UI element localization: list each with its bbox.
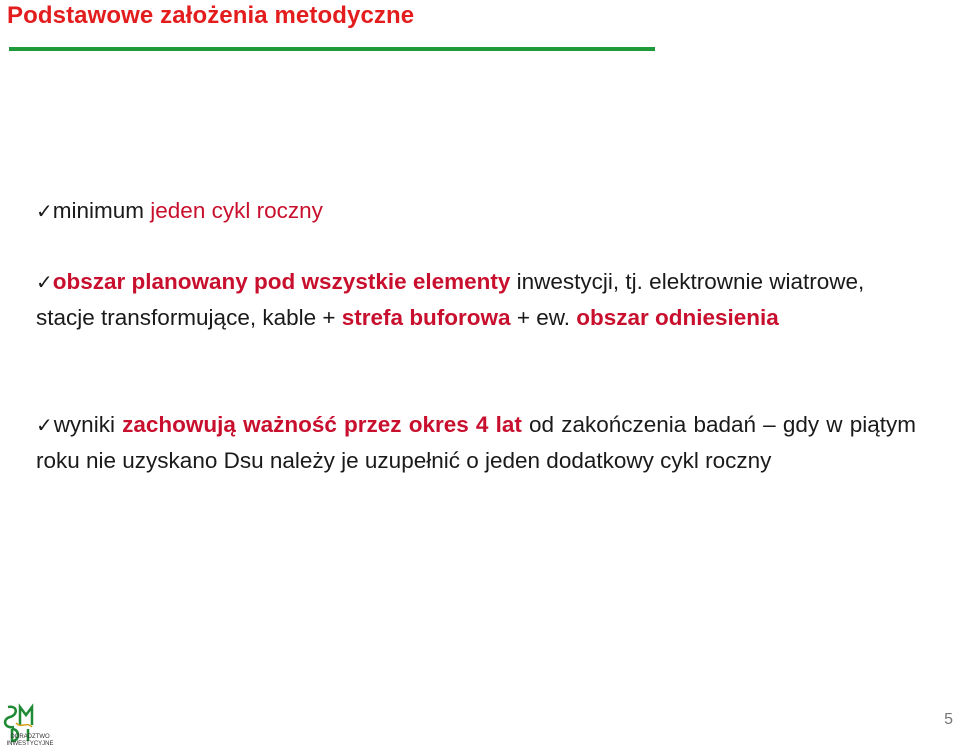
slide-title: Podstawowe założenia metodyczne (7, 2, 415, 29)
bullet-text-highlight: jeden cykl roczny (150, 198, 323, 223)
bullet-text-plain: wyniki (53, 412, 123, 437)
bullet-text-plain: od zakończenia badań – gdy w piątym roku nie uzyskano Dsu należy je uzupełnić o jeden dodatkowy cykl roczny (36, 412, 916, 473)
checkmark-icon: ✓ (36, 270, 53, 294)
logo-line-1: DORADZTWO (10, 734, 50, 740)
bullet-text-plain: minimum (52, 198, 151, 223)
logo-line-2: INWESTYCYJNE (6, 741, 54, 747)
bullet-minimum-cycle (36, 193, 916, 229)
bullet-survey-area (36, 264, 916, 336)
bullet-text-highlight: obszar planowany pod wszystkie elementy (52, 269, 511, 294)
bullet-text-highlight: obszar odniesienia (576, 305, 779, 330)
bullet-text-highlight: strefa buforowa (341, 305, 511, 330)
title-underline (9, 47, 655, 51)
bullet-text-highlight: zachowują ważność przez okres 4 lat (122, 412, 522, 437)
bullet-results-validity (36, 407, 916, 479)
checkmark-icon: ✓ (36, 199, 53, 223)
logo-caption (2, 734, 58, 748)
page-number: 5 (944, 711, 953, 728)
bullet-text-plain: + ew. (510, 305, 577, 330)
bullet-text-plain: inwestycji, tj. elektrownie wiatrowe, stacje transformujące, kable + (36, 269, 865, 330)
checkmark-icon: ✓ (36, 413, 54, 437)
